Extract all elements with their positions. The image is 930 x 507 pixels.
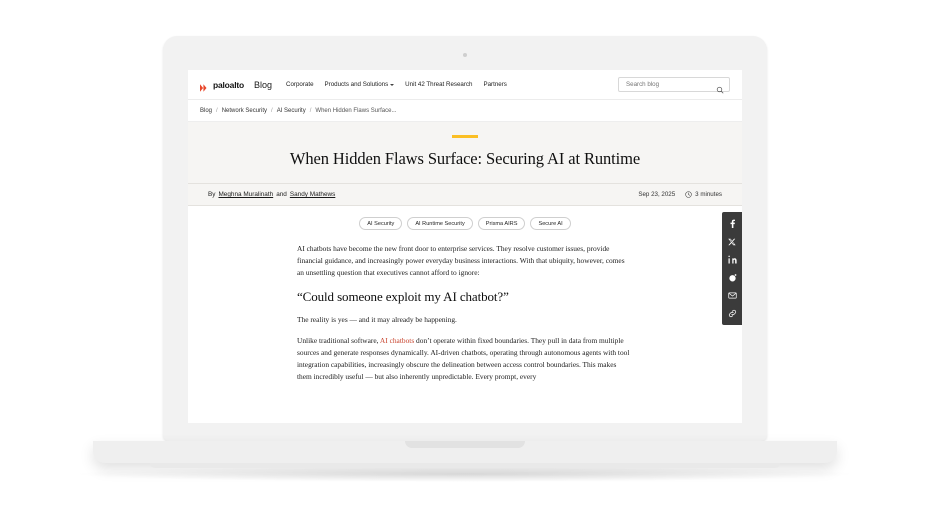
article-heading: “Could someone exploit my AI chatbot?” (297, 288, 509, 304)
breadcrumb-separator: / (309, 107, 312, 114)
byline-meta (638, 191, 722, 198)
tag-prisma-airs[interactable]: Prisma AIRS (478, 217, 526, 230)
article-prose (297, 243, 633, 383)
breadcrumb-item-ai-security[interactable]: AI Security (276, 107, 306, 114)
breadcrumb-item-network-security[interactable]: Network Security (221, 107, 268, 114)
laptop-base (93, 441, 837, 463)
article-title-block (188, 122, 742, 183)
laptop-foot (150, 463, 780, 468)
facebook-icon[interactable] (722, 215, 742, 232)
chevron-down-icon (390, 84, 394, 86)
nav-blog-link[interactable]: Blog (254, 79, 273, 90)
nav-item-corporate[interactable] (286, 81, 314, 88)
link-icon[interactable] (722, 305, 742, 322)
paragraph-reality: The reality is yes — and it may already be happening. (297, 314, 457, 324)
read-time (685, 191, 722, 198)
paragraph-text-before-link: Unlike traditional software, (297, 335, 380, 345)
search-icon[interactable] (716, 81, 724, 89)
search-input[interactable] (624, 80, 716, 89)
reddit-icon[interactable] (722, 269, 742, 286)
webcam-icon (463, 53, 467, 57)
byline (208, 191, 335, 198)
page-title: When Hidden Flaws Surface: Securing AI at Runtime (289, 149, 641, 168)
share-rail (722, 212, 742, 325)
breadcrumb-separator: / (216, 107, 218, 114)
brand-name: paloalto (213, 79, 244, 90)
top-navigation-bar (188, 70, 742, 100)
laptop-base-notch (405, 441, 525, 448)
nav-item-label: Products and Solutions (324, 81, 389, 88)
author-join: and (276, 191, 287, 198)
search-box[interactable] (618, 77, 730, 92)
byline-bar (188, 183, 742, 206)
palo-alto-networks-logo-icon (200, 80, 210, 90)
tag-secure-ai[interactable]: Secure AI (530, 217, 570, 230)
nav-item-partners[interactable] (483, 81, 506, 88)
website-page (188, 70, 742, 423)
inline-link-ai-chatbots[interactable]: AI chatbots (379, 335, 415, 345)
author-link-2[interactable]: Sandy Mathews (289, 191, 336, 198)
paragraph-text-after-link: don’t operate within fixed boundaries. They pull in data from multiple sources and generate responses dynamically. AI-driven chatbots, operating through autonomous agents with tool integration capabilities, increasingly obscure the delineation between access control boundaries. This makes them incredibly useful — but also inherently unpredictable. Every prompt, every (297, 335, 630, 381)
nav-item-label: Unit 42 Threat Research (405, 81, 473, 88)
tag-list (188, 217, 742, 230)
tag-ai-runtime-security[interactable]: AI Runtime Security (407, 217, 472, 230)
read-time-label: 3 minutes (695, 191, 722, 198)
brand-logo[interactable] (200, 80, 244, 90)
breadcrumb-separator: / (271, 107, 273, 114)
laptop-shadow (70, 466, 860, 482)
nav-item-label: Corporate (286, 81, 314, 88)
paragraph-intro: AI chatbots have become the new front door to enterprise services. They resolve customer issues, provide financial guidance, and increasingly power everyday business interactions. With that ubiquity, however, comes an unsettling question that executives cannot afford to ignore: (297, 244, 625, 277)
nav-item-label: Partners (483, 81, 507, 88)
laptop-screen (188, 70, 742, 423)
nav-item-products-and-solutions[interactable] (325, 81, 395, 88)
nav-links (286, 81, 507, 88)
x-twitter-icon[interactable] (722, 233, 742, 250)
article-body (188, 206, 742, 383)
email-icon[interactable] (722, 287, 742, 304)
publish-date: Sep 23, 2025 (638, 191, 676, 198)
breadcrumb-item-blog[interactable]: Blog (200, 107, 213, 114)
linkedin-icon[interactable] (722, 251, 742, 268)
nav-item-unit-42-threat-research[interactable] (405, 81, 472, 88)
clock-icon (685, 191, 692, 198)
paragraph-chatbots (297, 335, 633, 383)
title-accent-rule (452, 135, 478, 138)
breadcrumb (188, 100, 742, 122)
tag-ai-security[interactable]: AI Security (359, 217, 402, 230)
breadcrumb-item-current: When Hidden Flaws Surface... (315, 107, 397, 114)
author-link-1[interactable]: Meghna Muralinath (218, 191, 274, 198)
byline-prefix: By (208, 191, 216, 198)
